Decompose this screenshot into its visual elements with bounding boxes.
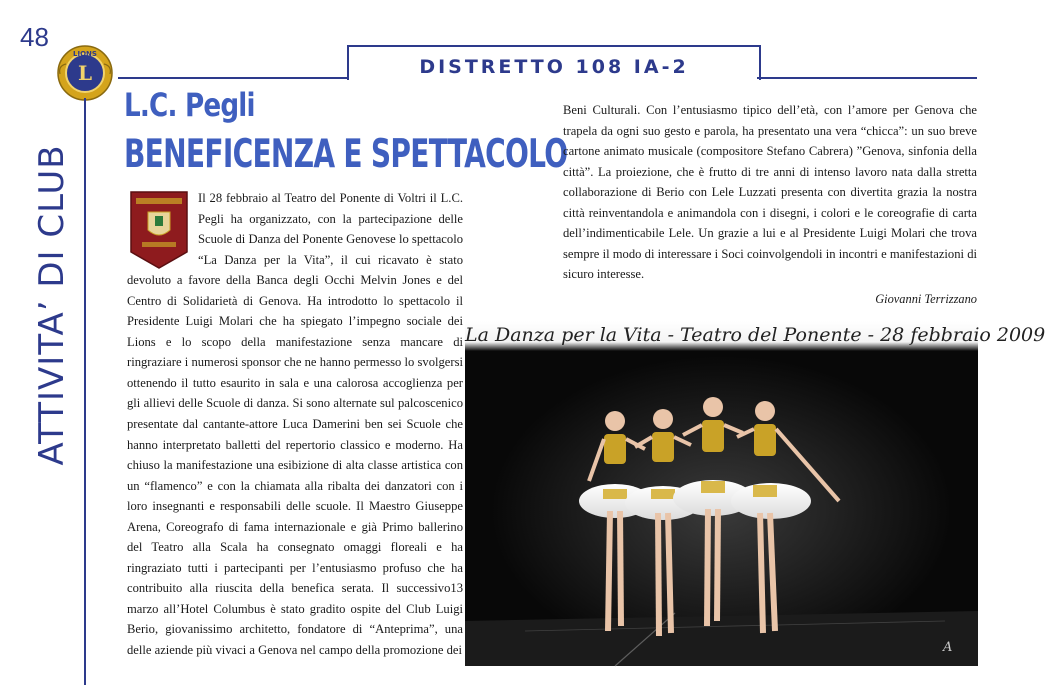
article-text-left: Il 28 febbraio al Teatro del Ponente di Voltri il L.C. Pegli ha organizzato, con la partecipazione delle Scuole di Danza del Ponente Genovese lo spettacolo “La Danza per la Vita”, il cui ricavato è stato devoluto a favore della Banca degli Occhi Melvin Jones e del Centro di Solidarietà di Genova. Ha introdotto lo spettacolo il Presidente Luigi Molari che ha spiegato l’impegno sociale dei Lions e lo scopo della manifestazione senza mancare di ringraziare i numerosi sponsor che ne hanno permesso lo svolgersi ottenendo il tutto esaurito in sala e una calorosa accoglienza per gli allievi delle Scuole di danza. Si sono alternate sul palcoscenico presentate dal cantante-attore Luca Damerini ben sei Scuole che hanno interpretato balletti del repertorio classico e moderno. Ha chiuso la manifestazione una esibizione di alta classe artistica con un “flamenco” e con la chiamata alla ribalta dei danzatori con i loro insegnanti e responsabili delle scuole. Il Maestro Giuseppe Arena, Coreografo di fama internazionale e già Primo ballerino del Teatro alla Scala ha consegnato omaggi floreali e ha ringraziato tutti i partecipanti per l’entusiasmo profuso che ha contribuito alla riuscita della benefica serata. Il successivo13 marzo all’Hotel Columbus è stato gradito ospite del Club Luigi Berio, giovanissimo architetto, fondatore di “Anteprima”, una delle aziende più vivaci a Genova nel campo della promozione dei xyxy=(127,191,463,658)
header-rule-left xyxy=(118,77,348,79)
left-rule xyxy=(84,98,86,685)
header-rule-right xyxy=(757,77,977,79)
article-body-right xyxy=(563,100,977,285)
photo-caption: La Danza per la Vita - Teatro del Ponente - 28 febbraio 2009 xyxy=(465,321,978,351)
page-number: 48 xyxy=(20,22,49,52)
logo-text: LIONS xyxy=(73,50,97,58)
svg-text:A: A xyxy=(943,640,953,655)
banner-spacer xyxy=(127,188,198,268)
article-author: Giovanni Terrizzano xyxy=(875,292,977,306)
article-text-right: Beni Culturali. Con l’entusiasmo tipico dell’età, con l’amore per Genova che trapela da ogni suo gesto e parola, ha presentato una vera “chicca”: un suo breve cartone animato musicale (compositore Stefano Cabrera) ”Genova, sinfonia della città”. La proiezione, che è frutto di tre anni di intenso lavoro nata dalla stretta collaborazione di Berio con Lele Luzzati presenta con divertita grazia la nostra città reinventandola e animandola con i disegni, i colori e le coreografie di carta dell’indimenticabile Lele. Un grazie a lui e al Presidente Luigi Molari che trova sempre il modo di interessare i Soci coinvolgendoli in incontri e manifestazioni di sicuro interesse. xyxy=(563,103,977,282)
lions-club-emblem-icon xyxy=(56,44,114,102)
section-title-vertical: ATTIVITA’ DI CLUB xyxy=(32,144,72,466)
article-headline: BENEFICENZA E SPETTACOLO xyxy=(124,132,568,177)
four-ballerinas-photo xyxy=(465,321,1045,666)
club-name: L.C. Pegli xyxy=(124,86,255,124)
article-body-left xyxy=(127,188,463,661)
svg-text:L: L xyxy=(77,61,93,85)
district-header: DISTRETTO 108 IA-2 xyxy=(419,56,689,78)
